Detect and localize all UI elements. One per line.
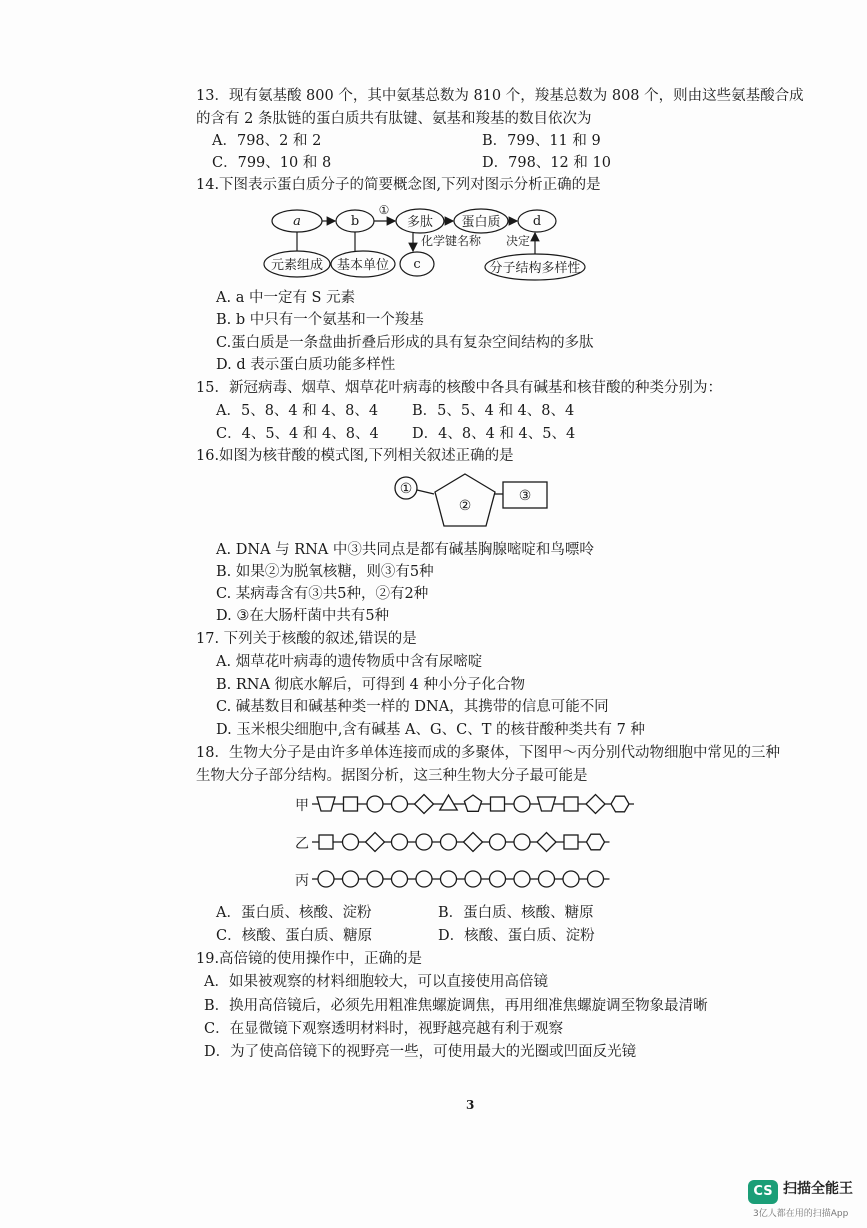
q13-option-a: A．798、2 和 2 xyxy=(212,133,322,149)
node-diversity-label: 分子结构多样性 xyxy=(489,261,581,276)
part-1-label: ① xyxy=(399,481,413,497)
q18-option-c: C．核酸、蛋白质、糖原 xyxy=(216,928,373,944)
monomer-circle-shape xyxy=(367,796,383,812)
q15-option-c: C．4、5、4 和 4、8、4 xyxy=(216,426,379,442)
monomer-hexagon-shape xyxy=(587,834,605,850)
q16-option-c: C. 某病毒含有③共5种，②有2种 xyxy=(216,586,429,602)
monomer-diamond-shape xyxy=(586,795,605,814)
q18-option-b: B．蛋白质、核酸、糖原 xyxy=(438,905,594,921)
monomer-circle-shape xyxy=(392,796,408,812)
monomer-circle-shape xyxy=(343,871,359,887)
monomer-circle-shape xyxy=(563,871,579,887)
q17-option-a: A. 烟草花叶病毒的遗传物质中含有尿嘧啶 xyxy=(216,654,483,670)
monomer-trapezoid-shape xyxy=(317,797,335,811)
monomer-square-shape xyxy=(564,797,578,811)
monomer-circle-shape xyxy=(441,834,457,850)
monomer-square-shape xyxy=(491,797,505,811)
monomer-circle-shape xyxy=(514,834,530,850)
q19-stem: 19.高倍镜的使用操作中，正确的是 xyxy=(196,951,423,967)
row-label-bing: 丙 xyxy=(295,873,309,889)
monomer-circle-shape xyxy=(514,871,530,887)
camscanner-logo-icon: CS xyxy=(748,1180,778,1204)
monomer-circle-shape xyxy=(318,871,334,887)
q16-option-b: B. 如果②为脱氧核糖，则③有5种 xyxy=(216,564,434,580)
q17-option-c: C. 碱基数目和碱基种类一样的 DNA，其携带的信息可能不同 xyxy=(216,699,609,715)
q13-option-b: B．799、11 和 9 xyxy=(482,133,601,149)
node-c-label: c xyxy=(413,257,421,272)
monomer-circle-shape xyxy=(588,871,604,887)
monomer-circle-shape xyxy=(367,871,383,887)
decides-label: 决定 xyxy=(506,234,531,248)
monomer-diamond-shape xyxy=(464,833,483,852)
q13-stem-line1: 13．现有氨基酸 800 个，其中氨基总数为 810 个，羧基总数为 808 个，则由这些氨基酸合成 xyxy=(196,88,804,104)
q15-option-d: D．4、8、4 和 4、5、4 xyxy=(412,426,576,442)
monomer-circle-shape xyxy=(441,871,457,887)
monomer-hexagon-shape xyxy=(611,796,629,812)
q19-option-b: B．换用高倍镜后，必须先用粗准焦螺旋调焦，再用细准焦螺旋调至物象最清晰 xyxy=(204,998,708,1014)
bond-phosphate-sugar xyxy=(417,490,434,494)
step-1-label: ① xyxy=(378,203,390,217)
part-2-label: ② xyxy=(458,498,472,514)
q13-option-c: C．799、10 和 8 xyxy=(212,155,332,171)
q14-option-b: B. b 中只有一个氨基和一个羧基 xyxy=(216,312,424,328)
nucleotide-diagram xyxy=(390,470,560,536)
watermark-tagline: 3亿人都在用的扫描App xyxy=(753,1209,849,1219)
protein-concept-diagram xyxy=(255,200,605,288)
monomer-pentagon-shape xyxy=(464,795,481,811)
watermark-app-name: 扫描全能王 xyxy=(783,1181,853,1197)
q19-option-a: A．如果被观察的材料细胞较大，可以直接使用高倍镜 xyxy=(204,974,548,990)
monomer-square-shape xyxy=(344,797,358,811)
node-a-label: a xyxy=(293,214,301,229)
q14-option-d: D. d 表示蛋白质功能多样性 xyxy=(216,357,396,373)
q19-option-d: D．为了使高倍镜下的视野亮一些，可使用最大的光圈或凹面反光镜 xyxy=(204,1044,637,1060)
monomer-diamond-shape xyxy=(537,833,556,852)
monomer-circle-shape xyxy=(416,871,432,887)
node-protein-label: 蛋白质 xyxy=(461,215,501,230)
node-unit-label: 基本单位 xyxy=(336,258,390,273)
monomer-square-shape xyxy=(564,835,578,849)
node-elements-label: 元素组成 xyxy=(270,258,324,273)
node-peptide-label: 多肽 xyxy=(406,215,434,230)
q15-stem: 15．新冠病毒、烟草、烟草花叶病毒的核酸中各具有碱基和核苷酸的种类分别为： xyxy=(196,380,722,396)
page-number: 3 xyxy=(466,1098,475,1112)
q14-option-c: C.蛋白质是一条盘曲折叠后形成的具有复杂空间结构的多肽 xyxy=(216,335,594,351)
q18-option-d: D．核酸、蛋白质、淀粉 xyxy=(438,928,595,944)
part-3-label: ③ xyxy=(518,488,532,504)
q16-option-d: D. ③在大肠杆菌中共有5种 xyxy=(216,608,390,624)
q17-option-d: D. 玉米根尖细胞中,含有碱基 A、G、C、T 的核苷酸种类共有 7 种 xyxy=(216,722,645,738)
row-label-jia: 甲 xyxy=(295,798,309,814)
row-label-yi: 乙 xyxy=(295,836,309,852)
q17-option-b: B. RNA 彻底水解后，可得到 4 种小分子化合物 xyxy=(216,677,526,693)
node-b-label: b xyxy=(350,214,360,229)
bond-name-label: 化学键名称 xyxy=(421,234,482,248)
q13-option-d: D．798、12 和 10 xyxy=(482,155,611,171)
monomer-circle-shape xyxy=(416,834,432,850)
q19-option-c: C．在显微镜下观察透明材料时，视野越亮越有利于观察 xyxy=(204,1021,564,1037)
q18-option-a: A．蛋白质、核酸、淀粉 xyxy=(216,905,372,921)
q16-option-a: A. DNA 与 RNA 中③共同点是都有碱基胸腺嘧啶和鸟嘌呤 xyxy=(216,542,594,558)
monomer-circle-shape xyxy=(539,871,555,887)
node-d-label: d xyxy=(532,214,542,229)
monomer-circle-shape xyxy=(490,834,506,850)
monomer-circle-shape xyxy=(343,834,359,850)
q14-option-a: A. a 中一定有 S 元素 xyxy=(216,290,356,306)
q16-stem: 16.如图为核苷酸的模式图,下列相关叙述正确的是 xyxy=(196,448,514,464)
monomer-diamond-shape xyxy=(366,833,385,852)
monomer-square-shape xyxy=(319,835,333,849)
monomer-triangle-shape xyxy=(440,795,457,810)
q15-option-a: A．5、8、4 和 4、8、4 xyxy=(216,403,379,419)
monomer-circle-shape xyxy=(392,834,408,850)
q18-stem-line1: 18．生物大分子是由许多单体连接而成的多聚体，下图甲～丙分别代动物细胞中常见的三种 xyxy=(196,745,780,761)
monomer-circle-shape xyxy=(514,796,530,812)
polymer-chains-diagram xyxy=(290,790,640,892)
q15-option-b: B．5、5、4 和 4、8、4 xyxy=(412,403,575,419)
monomer-trapezoid-shape xyxy=(538,797,556,811)
q14-stem: 14.下图表示蛋白质分子的简要概念图,下列对图示分析正确的是 xyxy=(196,177,601,193)
monomer-circle-shape xyxy=(392,871,408,887)
monomer-diamond-shape xyxy=(415,795,434,814)
q13-stem-line2: 的含有 2 条肽链的蛋白质共有肽键、氨基和羧基的数目依次为 xyxy=(196,111,592,127)
q18-stem-line2: 生物大分子部分结构。据图分析，这三种生物大分子最可能是 xyxy=(196,768,588,784)
monomer-circle-shape xyxy=(490,871,506,887)
q17-stem: 17. 下列关于核酸的叙述,错误的是 xyxy=(196,631,417,647)
monomer-circle-shape xyxy=(465,871,481,887)
